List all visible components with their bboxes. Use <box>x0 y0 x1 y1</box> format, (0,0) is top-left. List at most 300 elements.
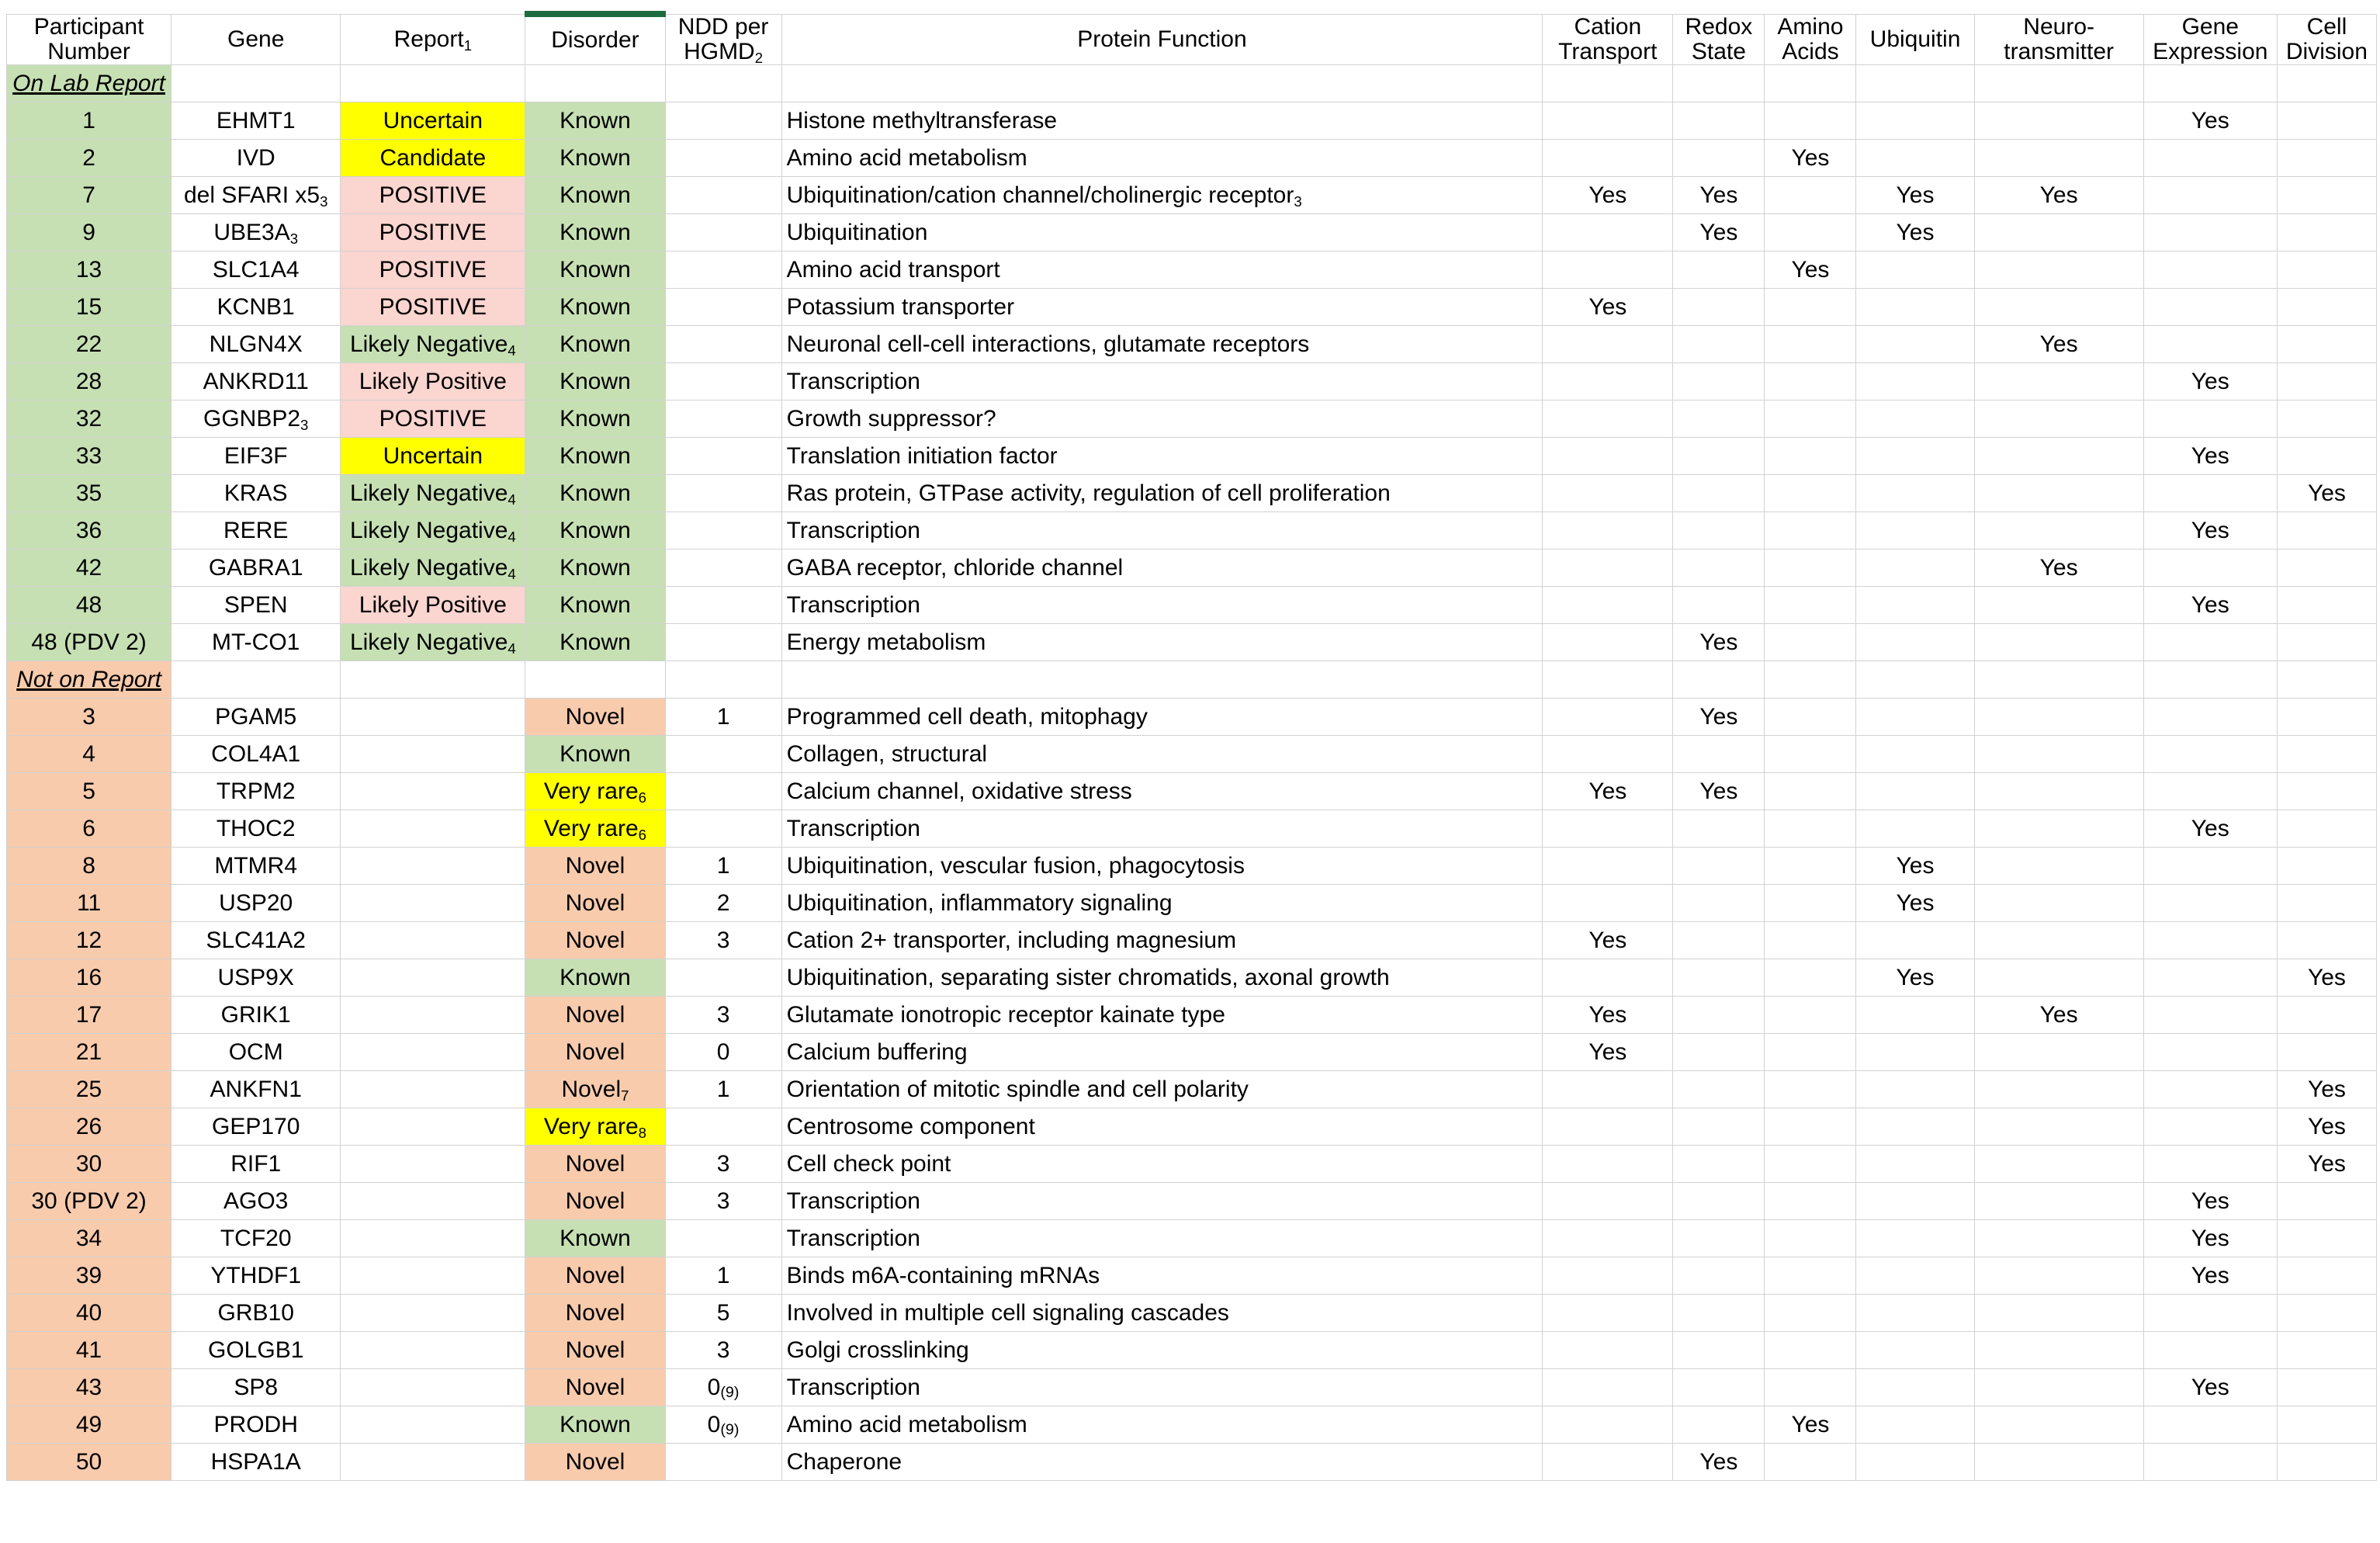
gene-expression-cell[interactable] <box>2143 885 2277 922</box>
report-cell[interactable] <box>341 810 525 848</box>
redox-state-cell[interactable] <box>1673 810 1765 848</box>
amino-acids-cell[interactable] <box>1765 177 1856 214</box>
ubiquitin-cell[interactable] <box>1856 326 1974 363</box>
participant-number-cell[interactable] <box>7 214 171 251</box>
cation-transport-cell[interactable] <box>1543 1444 1673 1481</box>
ubiquitin-cell[interactable] <box>1856 959 1974 997</box>
disorder-cell[interactable] <box>525 1071 665 1108</box>
protein-function-cell[interactable] <box>781 959 1543 997</box>
cation-transport-cell[interactable] <box>1543 1257 1673 1295</box>
participant-number-cell[interactable] <box>7 400 171 438</box>
neurotransmitter-cell[interactable] <box>1974 326 2143 363</box>
redox-state-cell[interactable] <box>1673 1444 1765 1481</box>
redox-state-cell[interactable] <box>1673 1406 1765 1444</box>
gene-cell[interactable] <box>171 1332 341 1369</box>
ndd-per-hgmd-cell[interactable] <box>665 400 781 438</box>
gene-expression-cell[interactable] <box>2143 289 2277 326</box>
ndd-per-hgmd-cell[interactable] <box>665 773 781 810</box>
gene-cell[interactable] <box>171 400 341 438</box>
participant-number-cell[interactable] <box>7 1257 171 1295</box>
protein-function-cell[interactable] <box>781 512 1543 550</box>
ubiquitin-cell[interactable] <box>1856 363 1974 400</box>
cation-transport-cell[interactable] <box>1543 922 1673 959</box>
ubiquitin-cell[interactable] <box>1856 922 1974 959</box>
cell-division-cell[interactable] <box>2277 736 2376 773</box>
gene-expression-cell[interactable] <box>2143 140 2277 177</box>
participant-number-cell[interactable] <box>7 1183 171 1220</box>
cell-division-cell[interactable] <box>2277 251 2376 289</box>
cell-division-cell[interactable] <box>2277 848 2376 885</box>
cell-division-cell[interactable] <box>2277 140 2376 177</box>
cell-division-cell[interactable] <box>2277 959 2376 997</box>
redox-state-cell[interactable] <box>1673 289 1765 326</box>
cation-transport-cell[interactable] <box>1543 363 1673 400</box>
disorder-cell[interactable] <box>525 363 665 400</box>
participant-number-cell[interactable] <box>7 251 171 289</box>
report-cell[interactable] <box>341 587 525 624</box>
protein-function-cell[interactable] <box>781 400 1543 438</box>
report-cell[interactable] <box>341 140 525 177</box>
gene-expression-cell[interactable] <box>2143 102 2277 140</box>
ndd-per-hgmd-cell[interactable] <box>665 810 781 848</box>
gene-cell[interactable] <box>171 736 341 773</box>
protein-function-cell[interactable] <box>781 1071 1543 1108</box>
amino-acids-cell[interactable] <box>1765 1071 1856 1108</box>
amino-acids-cell[interactable] <box>1765 1257 1856 1295</box>
disorder-cell[interactable] <box>525 1108 665 1146</box>
ubiquitin-cell[interactable] <box>1856 587 1974 624</box>
cation-transport-cell[interactable] <box>1543 959 1673 997</box>
disorder-cell[interactable] <box>525 959 665 997</box>
amino-acids-cell[interactable] <box>1765 512 1856 550</box>
neurotransmitter-cell[interactable] <box>1974 438 2143 475</box>
cell-division-cell[interactable] <box>2277 512 2376 550</box>
neurotransmitter-cell[interactable] <box>1974 848 2143 885</box>
cell-division-cell[interactable] <box>2277 438 2376 475</box>
cation-transport-cell[interactable] <box>1543 214 1673 251</box>
redox-state-cell[interactable] <box>1673 1108 1765 1146</box>
amino-acids-cell[interactable] <box>1765 214 1856 251</box>
gene-expression-cell[interactable] <box>2143 475 2277 512</box>
participant-number-cell[interactable] <box>7 1406 171 1444</box>
cation-transport-cell[interactable] <box>1543 736 1673 773</box>
neurotransmitter-cell[interactable] <box>1974 363 2143 400</box>
neurotransmitter-cell[interactable] <box>1974 1257 2143 1295</box>
participant-number-cell[interactable] <box>7 810 171 848</box>
redox-state-cell[interactable] <box>1673 1332 1765 1369</box>
gene-expression-cell[interactable] <box>2143 1183 2277 1220</box>
cell-division-cell[interactable] <box>2277 1071 2376 1108</box>
cation-transport-cell[interactable] <box>1543 177 1673 214</box>
ubiquitin-cell[interactable] <box>1856 1108 1974 1146</box>
disorder-cell[interactable] <box>525 624 665 661</box>
gene-cell[interactable] <box>171 512 341 550</box>
ubiquitin-cell[interactable] <box>1856 885 1974 922</box>
redox-state-cell[interactable] <box>1673 959 1765 997</box>
gene-cell[interactable] <box>171 1071 341 1108</box>
report-cell[interactable] <box>341 400 525 438</box>
report-cell[interactable] <box>341 177 525 214</box>
report-cell[interactable] <box>341 102 525 140</box>
gene-expression-cell[interactable] <box>2143 550 2277 587</box>
cation-transport-cell[interactable] <box>1543 624 1673 661</box>
redox-state-cell[interactable] <box>1673 1146 1765 1183</box>
protein-function-cell[interactable] <box>781 289 1543 326</box>
amino-acids-cell[interactable] <box>1765 363 1856 400</box>
amino-acids-cell[interactable] <box>1765 1369 1856 1406</box>
protein-function-cell[interactable] <box>781 885 1543 922</box>
gene-cell[interactable] <box>171 1108 341 1146</box>
disorder-cell[interactable] <box>525 1332 665 1369</box>
report-cell[interactable] <box>341 922 525 959</box>
ubiquitin-cell[interactable] <box>1856 997 1974 1034</box>
participant-number-cell[interactable] <box>7 699 171 736</box>
protein-function-cell[interactable] <box>781 922 1543 959</box>
disorder-cell[interactable] <box>525 1146 665 1183</box>
redox-state-cell[interactable] <box>1673 438 1765 475</box>
amino-acids-cell[interactable] <box>1765 997 1856 1034</box>
gene-cell[interactable] <box>171 550 341 587</box>
protein-function-cell[interactable] <box>781 1332 1543 1369</box>
disorder-cell[interactable] <box>525 1183 665 1220</box>
cation-transport-cell[interactable] <box>1543 102 1673 140</box>
cell-division-cell[interactable] <box>2277 699 2376 736</box>
participant-number-cell[interactable] <box>7 848 171 885</box>
redox-state-cell[interactable] <box>1673 997 1765 1034</box>
cation-transport-cell[interactable] <box>1543 512 1673 550</box>
disorder-cell[interactable] <box>525 289 665 326</box>
report-cell[interactable] <box>341 1034 525 1071</box>
gene-expression-cell[interactable] <box>2143 959 2277 997</box>
ubiquitin-cell[interactable] <box>1856 1071 1974 1108</box>
gene-expression-cell[interactable] <box>2143 214 2277 251</box>
ubiquitin-cell[interactable] <box>1856 699 1974 736</box>
disorder-cell[interactable] <box>525 736 665 773</box>
gene-cell[interactable] <box>171 1220 341 1257</box>
participant-number-cell[interactable] <box>7 475 171 512</box>
gene-expression-cell[interactable] <box>2143 1034 2277 1071</box>
protein-function-cell[interactable] <box>781 251 1543 289</box>
redox-state-cell[interactable] <box>1673 699 1765 736</box>
redox-state-cell[interactable] <box>1673 326 1765 363</box>
amino-acids-cell[interactable] <box>1765 624 1856 661</box>
redox-state-cell[interactable] <box>1673 475 1765 512</box>
gene-cell[interactable] <box>171 289 341 326</box>
disorder-cell[interactable] <box>525 102 665 140</box>
disorder-cell[interactable] <box>525 438 665 475</box>
cation-transport-cell[interactable] <box>1543 885 1673 922</box>
amino-acids-cell[interactable] <box>1765 289 1856 326</box>
cation-transport-cell[interactable] <box>1543 1220 1673 1257</box>
ndd-per-hgmd-cell[interactable] <box>665 848 781 885</box>
ndd-per-hgmd-cell[interactable] <box>665 177 781 214</box>
participant-number-cell[interactable] <box>7 959 171 997</box>
neurotransmitter-cell[interactable] <box>1974 587 2143 624</box>
protein-function-cell[interactable] <box>781 699 1543 736</box>
cation-transport-cell[interactable] <box>1543 1034 1673 1071</box>
neurotransmitter-cell[interactable] <box>1974 1295 2143 1332</box>
participant-number-cell[interactable] <box>7 624 171 661</box>
ndd-per-hgmd-cell[interactable] <box>665 1071 781 1108</box>
ubiquitin-cell[interactable] <box>1856 550 1974 587</box>
protein-function-cell[interactable] <box>781 1369 1543 1406</box>
cation-transport-cell[interactable] <box>1543 289 1673 326</box>
cell-division-cell[interactable] <box>2277 326 2376 363</box>
redox-state-cell[interactable] <box>1673 922 1765 959</box>
ndd-per-hgmd-cell[interactable] <box>665 1034 781 1071</box>
ndd-per-hgmd-cell[interactable] <box>665 997 781 1034</box>
ndd-per-hgmd-cell[interactable] <box>665 251 781 289</box>
ubiquitin-cell[interactable] <box>1856 773 1974 810</box>
redox-state-cell[interactable] <box>1673 1034 1765 1071</box>
redox-state-cell[interactable] <box>1673 214 1765 251</box>
disorder-cell[interactable] <box>525 773 665 810</box>
neurotransmitter-cell[interactable] <box>1974 959 2143 997</box>
gene-expression-cell[interactable] <box>2143 587 2277 624</box>
ndd-per-hgmd-cell[interactable] <box>665 885 781 922</box>
ndd-per-hgmd-cell[interactable] <box>665 1369 781 1406</box>
cell-division-cell[interactable] <box>2277 102 2376 140</box>
amino-acids-cell[interactable] <box>1765 251 1856 289</box>
amino-acids-cell[interactable] <box>1765 1108 1856 1146</box>
gene-expression-cell[interactable] <box>2143 736 2277 773</box>
ubiquitin-cell[interactable] <box>1856 1257 1974 1295</box>
disorder-cell[interactable] <box>525 1257 665 1295</box>
cell-division-cell[interactable] <box>2277 475 2376 512</box>
ubiquitin-cell[interactable] <box>1856 1146 1974 1183</box>
cation-transport-cell[interactable] <box>1543 1071 1673 1108</box>
redox-state-cell[interactable] <box>1673 1369 1765 1406</box>
ndd-per-hgmd-cell[interactable] <box>665 550 781 587</box>
cell-division-cell[interactable] <box>2277 363 2376 400</box>
cell-division-cell[interactable] <box>2277 810 2376 848</box>
ndd-per-hgmd-cell[interactable] <box>665 1444 781 1481</box>
amino-acids-cell[interactable] <box>1765 326 1856 363</box>
amino-acids-cell[interactable] <box>1765 959 1856 997</box>
cell-division-cell[interactable] <box>2277 997 2376 1034</box>
gene-cell[interactable] <box>171 1257 341 1295</box>
disorder-cell[interactable] <box>525 512 665 550</box>
neurotransmitter-cell[interactable] <box>1974 475 2143 512</box>
disorder-cell[interactable] <box>525 587 665 624</box>
neurotransmitter-cell[interactable] <box>1974 699 2143 736</box>
protein-function-cell[interactable] <box>781 1295 1543 1332</box>
amino-acids-cell[interactable] <box>1765 475 1856 512</box>
ndd-per-hgmd-cell[interactable] <box>665 1183 781 1220</box>
participant-number-cell[interactable] <box>7 289 171 326</box>
cation-transport-cell[interactable] <box>1543 1108 1673 1146</box>
protein-function-cell[interactable] <box>781 1108 1543 1146</box>
amino-acids-cell[interactable] <box>1765 1406 1856 1444</box>
cation-transport-cell[interactable] <box>1543 810 1673 848</box>
cation-transport-cell[interactable] <box>1543 1406 1673 1444</box>
disorder-cell[interactable] <box>525 1406 665 1444</box>
report-cell[interactable] <box>341 1257 525 1295</box>
neurotransmitter-cell[interactable] <box>1974 550 2143 587</box>
gene-cell[interactable] <box>171 177 341 214</box>
gene-expression-cell[interactable] <box>2143 1369 2277 1406</box>
report-cell[interactable] <box>341 438 525 475</box>
cell-division-cell[interactable] <box>2277 1146 2376 1183</box>
report-cell[interactable] <box>341 997 525 1034</box>
neurotransmitter-cell[interactable] <box>1974 1406 2143 1444</box>
amino-acids-cell[interactable] <box>1765 1183 1856 1220</box>
redox-state-cell[interactable] <box>1673 848 1765 885</box>
cation-transport-cell[interactable] <box>1543 400 1673 438</box>
redox-state-cell[interactable] <box>1673 624 1765 661</box>
protein-function-cell[interactable] <box>781 1257 1543 1295</box>
disorder-cell[interactable] <box>525 1444 665 1481</box>
ndd-per-hgmd-cell[interactable] <box>665 140 781 177</box>
ubiquitin-cell[interactable] <box>1856 1369 1974 1406</box>
participant-number-cell[interactable] <box>7 736 171 773</box>
disorder-cell[interactable] <box>525 885 665 922</box>
cell-division-cell[interactable] <box>2277 1183 2376 1220</box>
protein-function-cell[interactable] <box>781 363 1543 400</box>
amino-acids-cell[interactable] <box>1765 587 1856 624</box>
redox-state-cell[interactable] <box>1673 550 1765 587</box>
participant-number-cell[interactable] <box>7 997 171 1034</box>
protein-function-cell[interactable] <box>781 1220 1543 1257</box>
report-cell[interactable] <box>341 885 525 922</box>
participant-number-cell[interactable] <box>7 550 171 587</box>
protein-function-cell[interactable] <box>781 1146 1543 1183</box>
protein-function-cell[interactable] <box>781 1034 1543 1071</box>
gene-cell[interactable] <box>171 1406 341 1444</box>
redox-state-cell[interactable] <box>1673 102 1765 140</box>
ndd-per-hgmd-cell[interactable] <box>665 1295 781 1332</box>
ubiquitin-cell[interactable] <box>1856 512 1974 550</box>
protein-function-cell[interactable] <box>781 140 1543 177</box>
redox-state-cell[interactable] <box>1673 885 1765 922</box>
cell-division-cell[interactable] <box>2277 587 2376 624</box>
amino-acids-cell[interactable] <box>1765 1444 1856 1481</box>
disorder-cell[interactable] <box>525 810 665 848</box>
neurotransmitter-cell[interactable] <box>1974 997 2143 1034</box>
ubiquitin-cell[interactable] <box>1856 848 1974 885</box>
gene-cell[interactable] <box>171 1295 341 1332</box>
ndd-per-hgmd-cell[interactable] <box>665 1406 781 1444</box>
report-cell[interactable] <box>341 1183 525 1220</box>
ndd-per-hgmd-cell[interactable] <box>665 1146 781 1183</box>
cell-division-cell[interactable] <box>2277 550 2376 587</box>
ubiquitin-cell[interactable] <box>1856 736 1974 773</box>
protein-function-cell[interactable] <box>781 326 1543 363</box>
cation-transport-cell[interactable] <box>1543 587 1673 624</box>
participant-number-cell[interactable] <box>7 326 171 363</box>
amino-acids-cell[interactable] <box>1765 140 1856 177</box>
cation-transport-cell[interactable] <box>1543 1332 1673 1369</box>
cell-division-cell[interactable] <box>2277 289 2376 326</box>
cation-transport-cell[interactable] <box>1543 699 1673 736</box>
gene-cell[interactable] <box>171 773 341 810</box>
gene-expression-cell[interactable] <box>2143 1444 2277 1481</box>
ubiquitin-cell[interactable] <box>1856 177 1974 214</box>
participant-number-cell[interactable] <box>7 512 171 550</box>
protein-function-cell[interactable] <box>781 736 1543 773</box>
participant-number-cell[interactable] <box>7 1071 171 1108</box>
ubiquitin-cell[interactable] <box>1856 140 1974 177</box>
participant-number-cell[interactable] <box>7 140 171 177</box>
participant-number-cell[interactable] <box>7 1108 171 1146</box>
cell-division-cell[interactable] <box>2277 1444 2376 1481</box>
gene-expression-cell[interactable] <box>2143 1406 2277 1444</box>
cation-transport-cell[interactable] <box>1543 1369 1673 1406</box>
neurotransmitter-cell[interactable] <box>1974 885 2143 922</box>
gene-expression-cell[interactable] <box>2143 1146 2277 1183</box>
participant-number-cell[interactable] <box>7 885 171 922</box>
ndd-per-hgmd-cell[interactable] <box>665 102 781 140</box>
disorder-cell[interactable] <box>525 1295 665 1332</box>
gene-cell[interactable] <box>171 475 341 512</box>
amino-acids-cell[interactable] <box>1765 1034 1856 1071</box>
amino-acids-cell[interactable] <box>1765 550 1856 587</box>
gene-expression-cell[interactable] <box>2143 1332 2277 1369</box>
gene-expression-cell[interactable] <box>2143 1257 2277 1295</box>
report-cell[interactable] <box>341 289 525 326</box>
neurotransmitter-cell[interactable] <box>1974 289 2143 326</box>
participant-number-cell[interactable] <box>7 922 171 959</box>
amino-acids-cell[interactable] <box>1765 922 1856 959</box>
ubiquitin-cell[interactable] <box>1856 1183 1974 1220</box>
protein-function-cell[interactable] <box>781 177 1543 214</box>
cell-division-cell[interactable] <box>2277 1108 2376 1146</box>
neurotransmitter-cell[interactable] <box>1974 400 2143 438</box>
gene-cell[interactable] <box>171 959 341 997</box>
neurotransmitter-cell[interactable] <box>1974 1220 2143 1257</box>
redox-state-cell[interactable] <box>1673 1295 1765 1332</box>
protein-function-cell[interactable] <box>781 810 1543 848</box>
cell-division-cell[interactable] <box>2277 1295 2376 1332</box>
redox-state-cell[interactable] <box>1673 1183 1765 1220</box>
redox-state-cell[interactable] <box>1673 1220 1765 1257</box>
protein-function-cell[interactable] <box>781 475 1543 512</box>
cell-division-cell[interactable] <box>2277 773 2376 810</box>
report-cell[interactable] <box>341 959 525 997</box>
gene-cell[interactable] <box>171 1444 341 1481</box>
gene-expression-cell[interactable] <box>2143 1295 2277 1332</box>
amino-acids-cell[interactable] <box>1765 773 1856 810</box>
amino-acids-cell[interactable] <box>1765 1295 1856 1332</box>
disorder-cell[interactable] <box>525 177 665 214</box>
report-cell[interactable] <box>341 1146 525 1183</box>
ndd-per-hgmd-cell[interactable] <box>665 959 781 997</box>
ubiquitin-cell[interactable] <box>1856 1332 1974 1369</box>
amino-acids-cell[interactable] <box>1765 810 1856 848</box>
redox-state-cell[interactable] <box>1673 773 1765 810</box>
gene-expression-cell[interactable] <box>2143 997 2277 1034</box>
ndd-per-hgmd-cell[interactable] <box>665 1220 781 1257</box>
redox-state-cell[interactable] <box>1673 512 1765 550</box>
report-cell[interactable] <box>341 363 525 400</box>
report-cell[interactable] <box>341 1295 525 1332</box>
participant-number-cell[interactable] <box>7 587 171 624</box>
cation-transport-cell[interactable] <box>1543 140 1673 177</box>
ubiquitin-cell[interactable] <box>1856 810 1974 848</box>
participant-number-cell[interactable] <box>7 1220 171 1257</box>
redox-state-cell[interactable] <box>1673 1071 1765 1108</box>
neurotransmitter-cell[interactable] <box>1974 773 2143 810</box>
disorder-cell[interactable] <box>525 922 665 959</box>
amino-acids-cell[interactable] <box>1765 1146 1856 1183</box>
participant-number-cell[interactable] <box>7 1332 171 1369</box>
neurotransmitter-cell[interactable] <box>1974 922 2143 959</box>
neurotransmitter-cell[interactable] <box>1974 624 2143 661</box>
cell-division-cell[interactable] <box>2277 1220 2376 1257</box>
gene-cell[interactable] <box>171 624 341 661</box>
gene-cell[interactable] <box>171 699 341 736</box>
participant-number-cell[interactable] <box>7 1146 171 1183</box>
